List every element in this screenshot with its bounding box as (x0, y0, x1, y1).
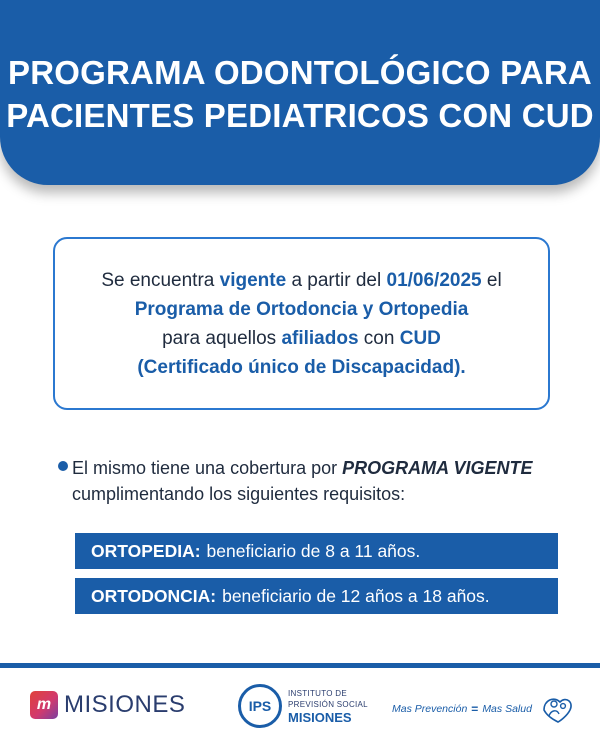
bullet-text: El mismo tiene una cobertura por (72, 458, 343, 478)
requirement-ortopedia (75, 533, 558, 569)
slogan-text-a: Mas Prevención (392, 703, 468, 715)
requirement-text: beneficiario de 8 a 11 años. (206, 540, 421, 561)
info-program-name: Programa de Ortodoncia y Ortopedia (134, 298, 469, 320)
info-highlight-date: 01/06/2025 (386, 269, 482, 291)
misiones-logo-text: MISIONES (64, 691, 186, 718)
info-line-1 (101, 266, 501, 295)
requirement-label: ORTODONCIA: (91, 585, 217, 606)
bullet-line-2: cumplimentando los siguientes requisitos: (72, 484, 406, 504)
info-line-2 (135, 295, 469, 324)
bullet-highlight: PROGRAMA VIGENTE (342, 458, 533, 478)
requirement-label: ORTOPEDIA: (91, 540, 201, 561)
requirement-ortodoncia (75, 578, 558, 614)
info-cud-definition: (Certificado único de Discapacidad). (137, 356, 466, 378)
info-text: Se encuentra (101, 269, 220, 291)
ips-line-3: MISIONES (288, 709, 352, 725)
family-icon (540, 694, 576, 724)
misiones-logo (30, 691, 185, 719)
slogan-logo (392, 694, 576, 724)
info-highlight-cud: CUD (399, 327, 441, 349)
info-box (53, 237, 550, 410)
header-banner (0, 0, 600, 185)
ips-logo-text (288, 688, 368, 725)
ips-logo (238, 684, 368, 728)
ips-line-1: INSTITUTO DE (288, 688, 348, 698)
info-text: el (481, 269, 502, 291)
info-line-3 (162, 324, 441, 353)
page-title-line-2: PACIENTES PEDIATRICOS CON CUD (6, 96, 594, 134)
requirement-text: beneficiario de 12 años a 18 años. (222, 585, 490, 606)
info-highlight-afiliados: afiliados (281, 327, 359, 349)
ips-logo-icon: IPS (238, 684, 282, 728)
page-title-line-1: PROGRAMA ODONTOLÓGICO PARA (8, 53, 592, 91)
info-text: para aquellos (162, 327, 282, 349)
ips-line-2: PREVISIÓN SOCIAL (288, 699, 368, 709)
footer-divider (0, 663, 600, 668)
bullet-dot-icon (58, 461, 68, 471)
info-highlight-vigente: vigente (219, 269, 287, 291)
bullet-line-1 (58, 455, 578, 481)
coverage-bullet (58, 455, 578, 507)
slogan-equals: = (471, 702, 479, 716)
info-text: con (358, 327, 400, 349)
info-line-4 (137, 353, 465, 382)
misiones-logo-icon: m (30, 691, 58, 719)
slogan-text-b: Mas Salud (482, 703, 532, 715)
info-text: a partir del (286, 269, 387, 291)
